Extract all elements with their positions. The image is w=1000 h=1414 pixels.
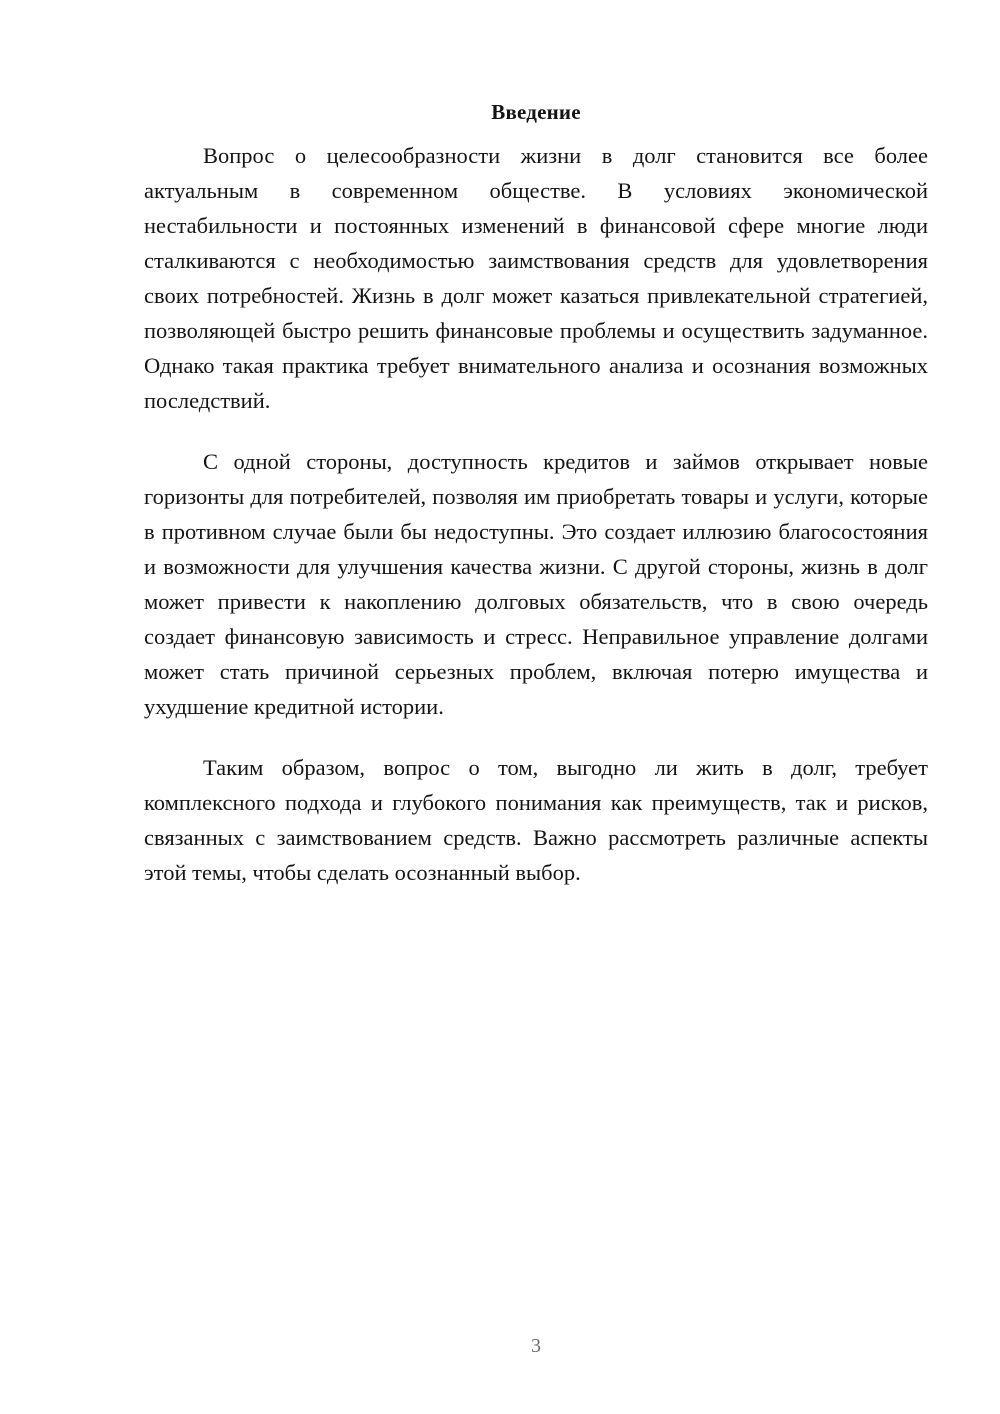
paragraph-2: С одной стороны, доступность кредитов и займов открывает новые горизонты для потребителей, позволяя им приобретать товары и услуги, которые в противном случае были бы недоступны. Это создает иллюзию благосостояния и возможности для улучшения качества жизни. С другой стороны, жизнь в долг может привести к накоплению долговых обязательств, что в свою очередь создает финансовую зависимость и стресс. Неправильное управление долгами может стать причиной серьезных проблем, включая потерю имущества и ухудшение кредитной истории. <box>144 449 928 719</box>
page-number: 3 <box>531 1335 541 1357</box>
paragraph-3: Таким образом, вопрос о том, выгодно ли жить в долг, требует комплексного подхода и глубокого понимания как преимуществ, так и рисков, связанных с заимствованием средств. Важно рассмотреть различные аспекты этой темы, чтобы сделать осознанный выбор. <box>144 755 928 885</box>
paragraph-1: Вопрос о целесообразности жизни в долг становится все более актуальным в современном обществе. В условиях экономической нестабильности и постоянных изменений в финансовой сфере многие люди сталкиваются с необходимостью заимствования средств для удовлетворения своих потребностей. Жизнь в долг может казаться привлекательной стратегией, позволяющей быстро решить финансовые проблемы и осуществить задуманное. Однако такая практика требует внимательного анализа и осознания возможных последствий. <box>144 143 928 413</box>
page-content <box>144 98 928 916</box>
section-heading: Введение <box>491 100 581 124</box>
